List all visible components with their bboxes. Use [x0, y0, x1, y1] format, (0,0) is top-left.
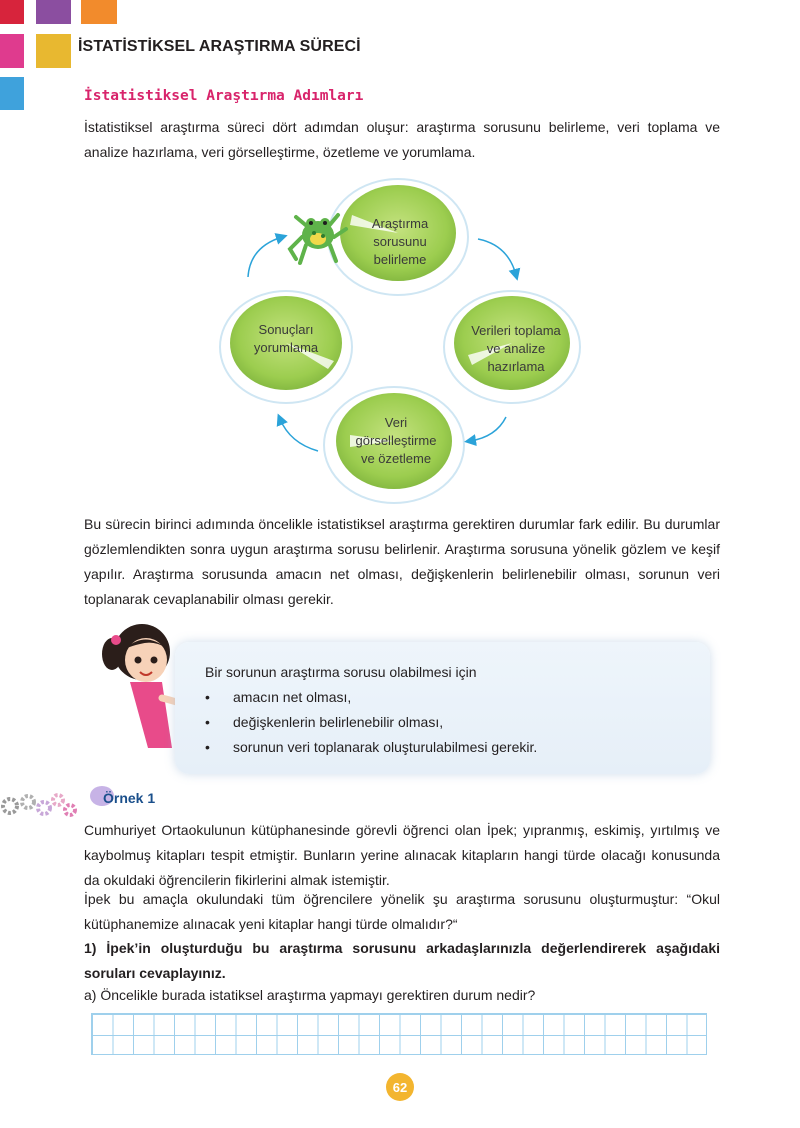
- pad-label-step-4: Sonuçları yorumlama: [253, 322, 319, 355]
- body-paragraph: Bu sürecin birinci adımında öncelikle istatistiksel araştırma gerektiren durumlar fark edilir. Bu durumlar gözlemlendikten sonra uygun araştırma sorusu belirlenir. Araştırma sorusuna yönelik gözlem ve keşif yapılır. Araştırma sorusunda amacın net olması, değişkenlerin belirlenebilir olması, sorunun veri toplanarak cevaplanabilir olması gerekir.: [84, 516, 720, 607]
- arrow-right-bottom: [470, 417, 506, 441]
- corner-square-blue: [0, 77, 24, 110]
- corner-square-red: [0, 0, 24, 24]
- example-label: Örnek 1: [103, 790, 156, 806]
- note-box: [175, 642, 710, 774]
- frog-icon: [290, 215, 346, 263]
- corner-square-yellow: [36, 34, 71, 68]
- arrow-top-right: [478, 239, 516, 275]
- list-item: • değişkenlerin belirlenebilir olması,: [205, 714, 444, 730]
- section-heading: İstatistiksel Araştırma Adımları: [84, 88, 364, 104]
- gears-icon: [0, 788, 82, 822]
- list-item: • amacın net olması,: [205, 689, 352, 705]
- corner-square-purple: [36, 0, 71, 24]
- note-content: [205, 660, 537, 760]
- page-number: 62: [386, 1073, 414, 1101]
- pad-label-step-2: Verileri toplama ve analize hazırlama: [471, 323, 561, 374]
- list-item: • sorunun veri toplanarak oluşturulabilmesi gerekir.: [205, 739, 538, 755]
- note-list: [205, 685, 537, 760]
- answer-grid[interactable]: [91, 1013, 707, 1055]
- example-paragraph-1: Cumhuriyet Ortaokulunun kütüphanesinde görevli öğrenci olan İpek; yıpranmış, eskimiş, yırtılmış ve kaybolmuş kitapları tespit etmiştir. Bunların yerine alınacak kitapların hangi türde olacağı konusunda da okuldaki öğrencilerin fikirlerini almak istemiştir.: [84, 822, 720, 888]
- example-question: 1) İpek’in oluşturduğu bu araştırma sorusunu arkadaşlarınızla değerlendirerek aşağıdaki soruları cevaplayınız.: [84, 940, 720, 981]
- pad-label-step-3: Veri görselleştirme ve özetleme: [355, 415, 437, 466]
- arrow-left-top: [248, 237, 282, 277]
- note-intro: Bir sorunun araştırma sorusu olabilmesi için: [205, 664, 477, 680]
- pad-label-step-1: Araştırma sorusunu belirleme: [371, 216, 429, 267]
- arrow-bottom-left: [280, 419, 318, 451]
- chapter-title: İSTATİSTİKSEL ARAŞTIRMA SÜRECİ: [78, 38, 361, 55]
- research-cycle-diagram: [200, 175, 600, 505]
- corner-square-magenta: [0, 34, 24, 68]
- corner-square-orange: [81, 0, 117, 24]
- example-paragraph-2: İpek bu amaçla okulundaki tüm öğrencilere yönelik şu araştırma sorusunu oluşturmuştur: “Okul kütüphanemize alınacak yeni kitaplar hangi türde olmalıdır?“: [84, 891, 720, 932]
- sub-question-a: a) Öncelikle burada istatiksel araştırma yapmayı gerektiren durum nedir?: [84, 987, 536, 1003]
- intro-paragraph: İstatistiksel araştırma süreci dört adımdan oluşur: araştırma sorusunu belirleme, veri toplama ve analize hazırlama, veri görselleştirme, özetleme ve yorumlama.: [84, 119, 720, 160]
